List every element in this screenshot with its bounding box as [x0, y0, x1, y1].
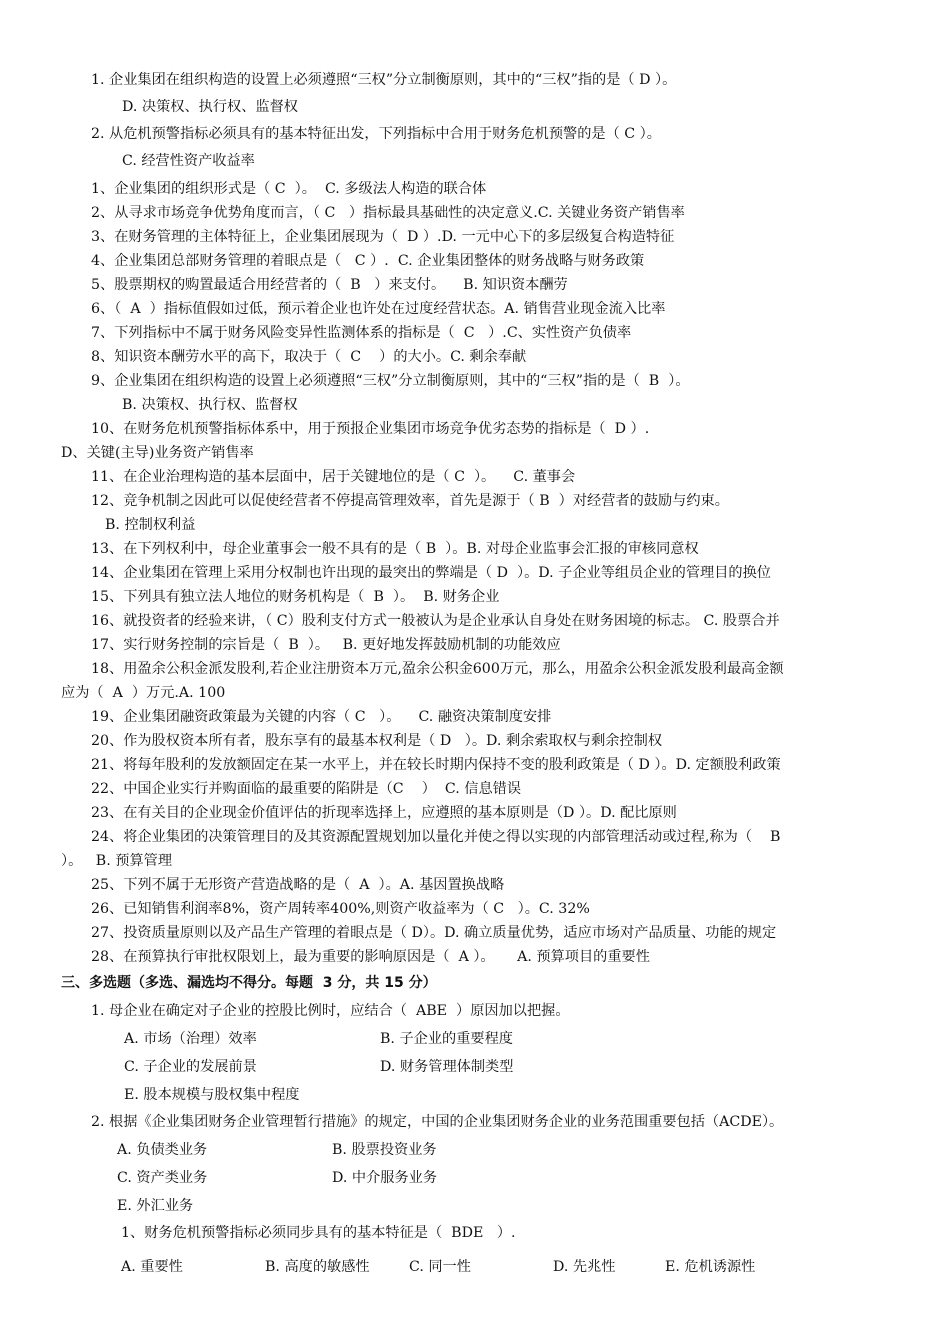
question-line: 11、在企业治理构造的基本层面中，居于关键地位的是（ C ）。 C. 董事会: [91, 469, 576, 485]
question-line: 1、企业集团的组织形式是（ C ）。 C. 多级法人构造的联合体: [91, 181, 487, 197]
question-line: 2、从寻求市场竞争优势角度而言，（ C ）指标最具基础性的决定意义.C. 关键业务资产销售率: [91, 205, 685, 221]
option-c: C. 资产类业务: [117, 1170, 208, 1186]
question-line-continued: 应为（ A ）万元.A. 100: [61, 685, 226, 701]
question-line: 12、竞争机制之因此可以促使经营者不停提高管理效率，首先是源于（ B ）对经营者的鼓励与约束。: [91, 493, 729, 509]
question-line: 6、（ A ）指标值假如过低，预示着企业也许处在过度经营状态。A. 销售营业现金流入比率: [91, 301, 666, 317]
question-line: 26、已知销售利润率8%，资产周转率400%,则资产收益率为（ C ）。C. 32%: [91, 901, 590, 917]
option-b: B. 子企业的重要程度: [380, 1031, 513, 1047]
question-line: 4、企业集团总部财务管理的着眼点是（ C ）. C. 企业集团整体的财务战略与财务政策: [91, 253, 645, 269]
question-line: 21、将每年股利的发放额固定在某一水平上，并在较长时期内保持不变的股利政策是（ D ）。D. 定额股利政策: [91, 757, 781, 773]
option-c: C. 子企业的发展前景: [124, 1059, 257, 1075]
question-line: 15、下列具有独立法人地位的财务机构是（ B ）。 B. 财务企业: [91, 589, 500, 605]
option-d: D. 中介服务业务: [332, 1170, 438, 1186]
question-line: 3、在财务管理的主体特征上，企业集团展现为（ D ）.D. 一元中心下的多层级复合构造特征: [91, 229, 675, 245]
option-b: B. 股票投资业务: [332, 1142, 437, 1158]
option-e: E. 外汇业务: [117, 1198, 194, 1214]
question-line: 14、企业集团在管理上采用分权制也许出现的最突出的弊端是（ D ）。D. 子企业等组员企业的管理目的换位: [91, 565, 771, 581]
option-c: C. 同一性: [409, 1259, 471, 1275]
question-line: 7、下列指标中不属于财务风险变异性监测体系的指标是（ C ）.C、实性资产负债率: [91, 325, 632, 341]
answer-line: B. 决策权、执行权、监督权: [122, 397, 298, 413]
question-line: 24、将企业集团的决策管理目的及其资源配置规划加以量化并使之得以实现的内部管理活动或过程,称为（ B: [91, 829, 781, 845]
question-line: 20、作为股权资本所有者，股东享有的最基本权利是（ D ）。D. 剩余索取权与剩余控制权: [91, 733, 663, 749]
section-heading: 三、多选题（多选、漏选均不得分。每题 3 分，共 15 分）: [61, 975, 437, 991]
question-line: 13、在下列权利中，母企业董事会一般不具有的是（ B ）。B. 对母企业监事会汇报的审核同意权: [91, 541, 699, 557]
option-a: A. 市场（治理）效率: [124, 1031, 257, 1047]
question-line: 17、实行财务控制的宗旨是（ B ）。 B. 更好地发挥鼓励机制的功能效应: [91, 637, 561, 653]
question-line: 10、在财务危机预警指标体系中，用于预报企业集团市场竞争优劣态势的指标是（ D ）.: [91, 421, 650, 437]
question-line: 23、在有关目的企业现金价值评估的折现率选择上，应遵照的基本原则是（D ）。D. 配比原则: [91, 805, 677, 821]
option-b: B. 高度的敏感性: [265, 1259, 370, 1275]
question-line-continued: ）。 B. 预算管理: [61, 853, 173, 869]
question-line: 2. 根据《企业集团财务企业管理暂行措施》的规定，中国的企业集团财务企业的业务范围重要包括（ACDE）。: [91, 1114, 784, 1130]
question-line: 2. 从危机预警指标必须具有的基本特征出发，下列指标中合用于财务危机预警的是（ C ）。: [91, 126, 661, 142]
option-a: A. 重要性: [121, 1259, 183, 1275]
question-line: 5、股票期权的购置最适合用经营者的（ B ）来支付。 B. 知识资本酬劳: [91, 277, 568, 293]
answer-line: D. 决策权、执行权、监督权: [122, 99, 298, 115]
question-line: 16、就投资者的经验来讲，（ C）股利支付方式一般被认为是企业承认自身处在财务困境的标志。 C. 股票合并: [91, 613, 780, 629]
question-line: 18、用盈余公积金派发股利,若企业注册资本万元,盈余公积金600万元，那么，用盈余公积金派发股利最高金额: [91, 661, 784, 677]
question-line: 1、财务危机预警指标必须同步具有的基本特征是（ BDE ）.: [121, 1225, 516, 1241]
option-a: A. 负债类业务: [117, 1142, 208, 1158]
question-line: 28、在预算执行审批权限划上，最为重要的影响原因是（ A ）。 A. 预算项目的重要性: [91, 949, 650, 965]
question-line: 25、下列不属于无形资产营造战略的是（ A ）。A. 基因置换战略: [91, 877, 505, 893]
option-e: E. 危机诱源性: [665, 1259, 756, 1275]
option-d: D. 财务管理体制类型: [380, 1059, 514, 1075]
question-line: 9、企业集团在组织构造的设置上必须遵照“三权”分立制衡原则，其中的“三权”指的是（ B ）。: [91, 373, 690, 389]
question-line: 1. 企业集团在组织构造的设置上必须遵照“三权”分立制衡原则，其中的“三权”指的是（ D ）。: [91, 72, 677, 88]
question-line: 1. 母企业在确定对子企业的控股比例时，应结合（ ABE ）原因加以把握。: [91, 1003, 570, 1019]
question-line: 19、企业集团融资政策最为关键的内容（ C ）。 C. 融资决策制度安排: [91, 709, 552, 725]
answer-line: B. 控制权利益: [105, 517, 196, 533]
option-e: E. 股本规模与股权集中程度: [124, 1087, 300, 1103]
question-line: 22、中国企业实行并购面临的最重要的陷阱是（C ） C. 信息错误: [91, 781, 522, 797]
answer-line: D、关键(主导)业务资产销售率: [61, 445, 254, 461]
answer-line: C. 经营性资产收益率: [122, 153, 255, 169]
option-d: D. 先兆性: [553, 1259, 616, 1275]
question-line: 27、投资质量原则以及产品生产管理的着眼点是（ D）。D. 确立质量优势，适应市场对产品质量、功能的规定: [91, 925, 777, 941]
question-line: 8、知识资本酬劳水平的高下，取决于（ C ）的大小。C. 剩余奉献: [91, 349, 527, 365]
